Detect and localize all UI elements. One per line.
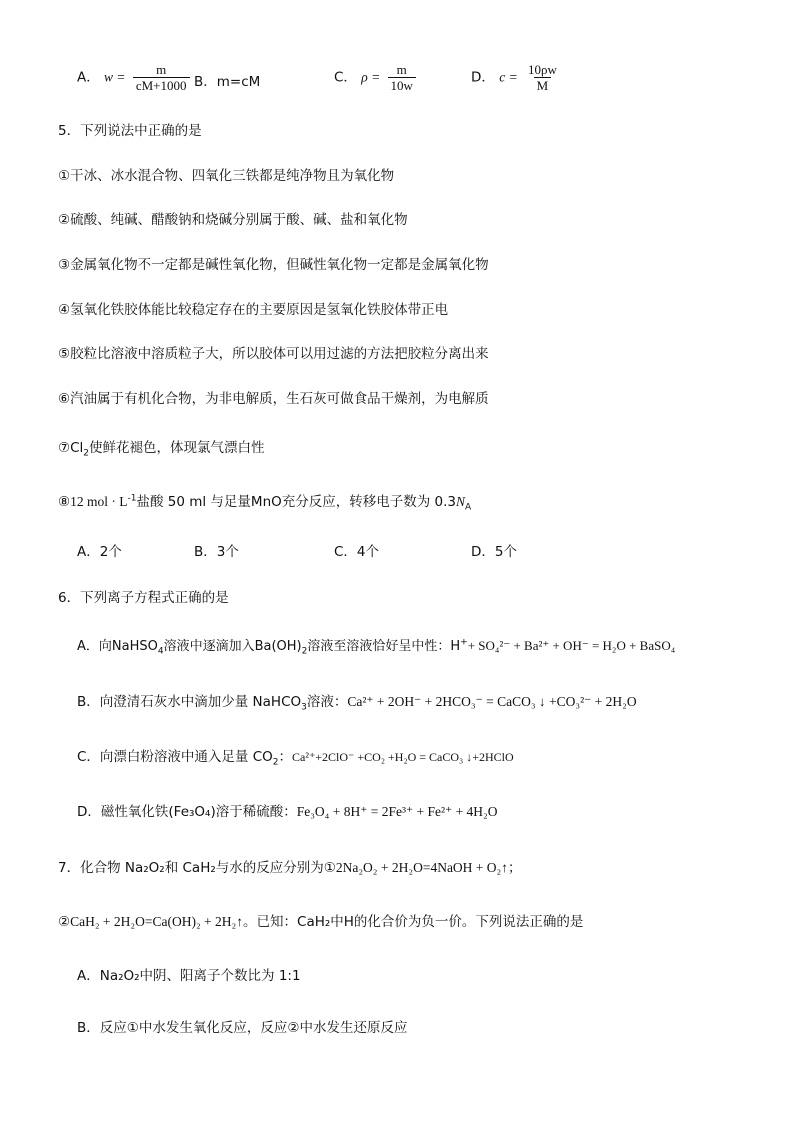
text: ⑧12 mol · L (58, 494, 128, 509)
subscript: 2 (272, 757, 279, 768)
formula-lhs: ρ = (361, 69, 381, 85)
q5-statement-8 (58, 490, 471, 513)
q5-option-a: A．2个 (77, 544, 122, 560)
q5-option-c: C．4个 (334, 544, 380, 560)
fraction-numerator: m (396, 62, 407, 77)
q7-stem-line-1 (58, 856, 522, 876)
fraction-denominator: cM+1000 (133, 77, 190, 93)
q6-option-a (77, 635, 675, 657)
q5-stem: 5．下列说法中正确的是 (58, 123, 202, 139)
q4-option-b: B．m=cM (194, 74, 261, 90)
q5-statement-4: ④氢氧化铁胶体能比较稳定存在的主要原因是氢氧化铁胶体带正电 (58, 302, 449, 318)
superscript: + (460, 637, 468, 648)
q4-option-d (471, 62, 563, 93)
text: ： (278, 749, 293, 765)
text: ② (58, 914, 71, 930)
text: C．向漂白粉溶液中通入足量 CO (77, 749, 273, 765)
text: B．向澄清石灰水中滴加少量 NaHCO (77, 694, 302, 710)
q4-option-c (334, 62, 419, 93)
text: D．磁性氧化铁(Fe₃O₄)溶于稀硫酸： (77, 804, 297, 820)
text: 。已知：CaH₂中H的化合价为负一价。下列说法正确的是 (243, 914, 584, 930)
text: 7．化合物 Na₂O₂和 CaH₂与水的反应分别为① (58, 860, 336, 876)
q7-option-a: A．Na₂O₂中阴、阳离子个数比为 1:1 (77, 968, 301, 984)
text: ⑦Cl (58, 440, 84, 456)
q6-option-b (77, 690, 637, 713)
subscript: A (465, 502, 472, 513)
fraction-denominator: 10w (388, 77, 416, 93)
subscript: 2 (301, 646, 308, 657)
q4-option-a (77, 62, 193, 93)
reaction-equation-1: 2Na₂O₂ + 2H₂O=4NaOH + O₂↑； (335, 860, 522, 875)
subscript: 4 (157, 646, 164, 657)
q5-statement-3: ③金属氧化物不一定都是碱性氧化物，但碱性氧化物一定都是金属氧化物 (58, 257, 489, 273)
q6-stem: 6．下列离子方程式正确的是 (58, 590, 229, 606)
reaction-equation-2: CaH₂ + 2H₂O=Ca(OH)₂ + 2H₂↑ (70, 914, 244, 929)
text: 盐酸 50 ml 与足量MnO充分反应，转移电子数为 0.3 (136, 494, 457, 510)
q5-option-d: D．5个 (471, 544, 517, 560)
subscript: 2 (83, 448, 90, 459)
formula-lhs: c = (499, 69, 518, 85)
avogadro-symbol: N (456, 494, 466, 509)
q5-statement-7 (58, 436, 265, 459)
q5-statement-1: ①干冰、冰水混合物、四氧化三铁都是纯净物且为氧化物 (58, 168, 395, 184)
fraction (525, 62, 560, 93)
fraction (388, 62, 416, 93)
fraction (133, 62, 190, 93)
ionic-equation: + SO₄²⁻ + Ba²⁺ + OH⁻ = H₂O + BaSO₄ (467, 638, 676, 653)
q5-statement-5: ⑤胶粒比溶液中溶质粒子大，所以胶体可以用过滤的方法把胶粒分离出来 (58, 346, 489, 362)
q6-option-d (77, 800, 498, 820)
formula-lhs: w = (104, 69, 126, 85)
text: 使鲜花褪色，体现氯气漂白性 (89, 440, 265, 456)
subscript: 3 (301, 702, 307, 713)
ionic-equation: Fe₃O₄ + 8H⁺ = 2Fe³⁺ + Fe²⁺ + 4H₂O (296, 804, 498, 819)
fraction-numerator: m (156, 62, 167, 77)
q5-statement-2: ②硫酸、纯碱、醋酸钠和烧碱分别属于酸、碱、盐和氧化物 (58, 212, 408, 228)
q7-stem-line-2 (58, 910, 583, 930)
option-label: C． (334, 69, 357, 86)
text: 溶液中逐滴加入Ba(OH) (163, 639, 302, 654)
q5-statement-6: ⑥汽油属于有机化合物，为非电解质，生石灰可做食品干燥剂，为电解质 (58, 391, 489, 407)
q7-option-b: B．反应①中水发生氧化反应，反应②中水发生还原反应 (77, 1020, 408, 1036)
q5-option-b: B．3个 (194, 544, 239, 560)
fraction-numerator: 10ρw (527, 62, 557, 77)
text: 溶液： (306, 694, 348, 710)
ionic-equation: Ca²⁺ + 2OH⁻ + 2HCO₃⁻ = CaCO₃ ↓ +CO₃²⁻ + 2H₂O (347, 694, 637, 709)
option-label: A． (77, 69, 100, 86)
text: 溶液至溶液恰好呈中性：H (307, 639, 461, 654)
text: A．向NaHSO (77, 639, 158, 654)
fraction-denominator: M (534, 77, 552, 93)
option-label: D． (471, 69, 495, 86)
q6-option-c (77, 745, 514, 768)
ionic-equation: Ca²⁺+2ClO⁻ +CO₂ +H₂O = CaCO₃ ↓+2HClO (292, 750, 514, 764)
superscript: -1 (127, 493, 137, 504)
